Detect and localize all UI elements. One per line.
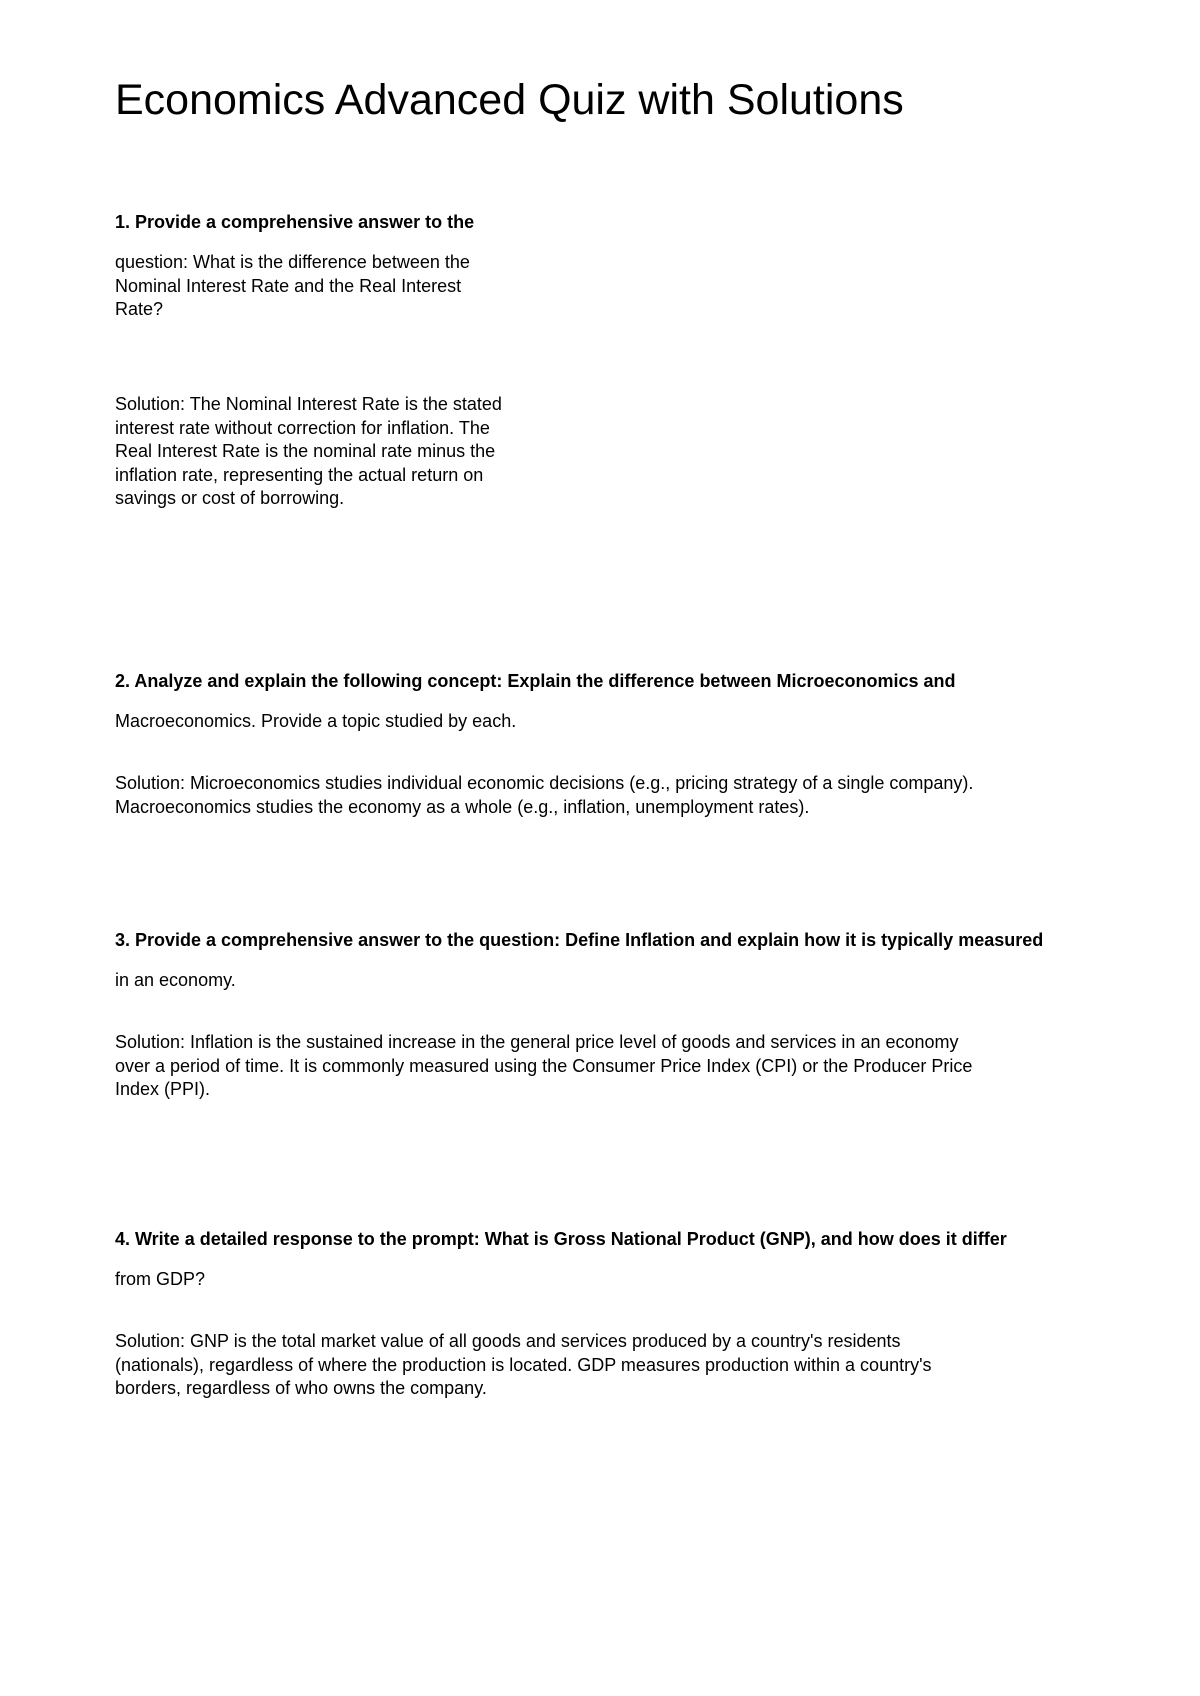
question-1-solution <box>115 393 575 511</box>
question-1-solution-line: Real Interest Rate is the nominal rate minus the <box>115 441 496 461</box>
question-3-solution <box>115 1031 1115 1102</box>
question-2-heading: 2. Analyze and explain the following concept: Explain the difference between Microeconomics and <box>115 671 956 691</box>
question-3-solution-line: over a period of time. It is commonly measured using the Consumer Price Index (CPI) or the Producer Price <box>115 1055 973 1076</box>
question-4-solution-line: (nationals), regardless of where the production is located. GDP measures production within a country's <box>115 1354 932 1375</box>
question-3-solution-line: Solution: Inflation is the sustained increase in the general price level of goods and services in an economy <box>115 1032 959 1052</box>
question-1-prompt-line: Nominal Interest Rate and the Real Interest <box>115 275 462 296</box>
question-4-prompt <box>115 1268 1115 1292</box>
question-1-prompt-line: question: What is the difference between the <box>115 252 470 272</box>
question-1-prompt <box>115 251 575 322</box>
question-1-heading: 1. Provide a comprehensive answer to the <box>115 212 475 232</box>
question-2-solution-line: Solution: Microeconomics studies individual economic decisions (e.g., pricing strategy of a single company). <box>115 773 974 793</box>
question-1-solution-line: Solution: The Nominal Interest Rate is the stated <box>115 394 502 414</box>
question-1-solution-line: savings or cost of borrowing. <box>115 488 345 508</box>
question-3-prompt-line: in an economy. <box>115 970 236 990</box>
question-2-prompt <box>115 710 1115 734</box>
question-1-solution-line: interest rate without correction for inflation. The <box>115 417 490 438</box>
page-title: Economics Advanced Quiz with Solutions <box>115 76 904 124</box>
question-3-heading: 3. Provide a comprehensive answer to the question: Define Inflation and explain how it is typically measured <box>115 930 1044 950</box>
question-2-solution-line: Macroeconomics studies the economy as a whole (e.g., inflation, unemployment rates). <box>115 796 810 817</box>
question-2-prompt-line: Macroeconomics. Provide a topic studied by each. <box>115 711 517 731</box>
question-4-solution-line: borders, regardless of who owns the company. <box>115 1378 487 1398</box>
question-3-prompt <box>115 969 1115 993</box>
question-3-solution-line: Index (PPI). <box>115 1079 211 1099</box>
question-4-prompt-line: from GDP? <box>115 1269 206 1289</box>
question-4-solution <box>115 1330 1115 1401</box>
question-1-prompt-line: Rate? <box>115 299 164 319</box>
question-1-solution-line: inflation rate, representing the actual return on <box>115 464 484 485</box>
question-4-heading: 4. Write a detailed response to the prompt: What is Gross National Product (GNP), and how does it differ <box>115 1229 1007 1249</box>
question-2-solution <box>115 772 1115 819</box>
question-4-solution-line: Solution: GNP is the total market value of all goods and services produced by a country's residents <box>115 1331 901 1351</box>
